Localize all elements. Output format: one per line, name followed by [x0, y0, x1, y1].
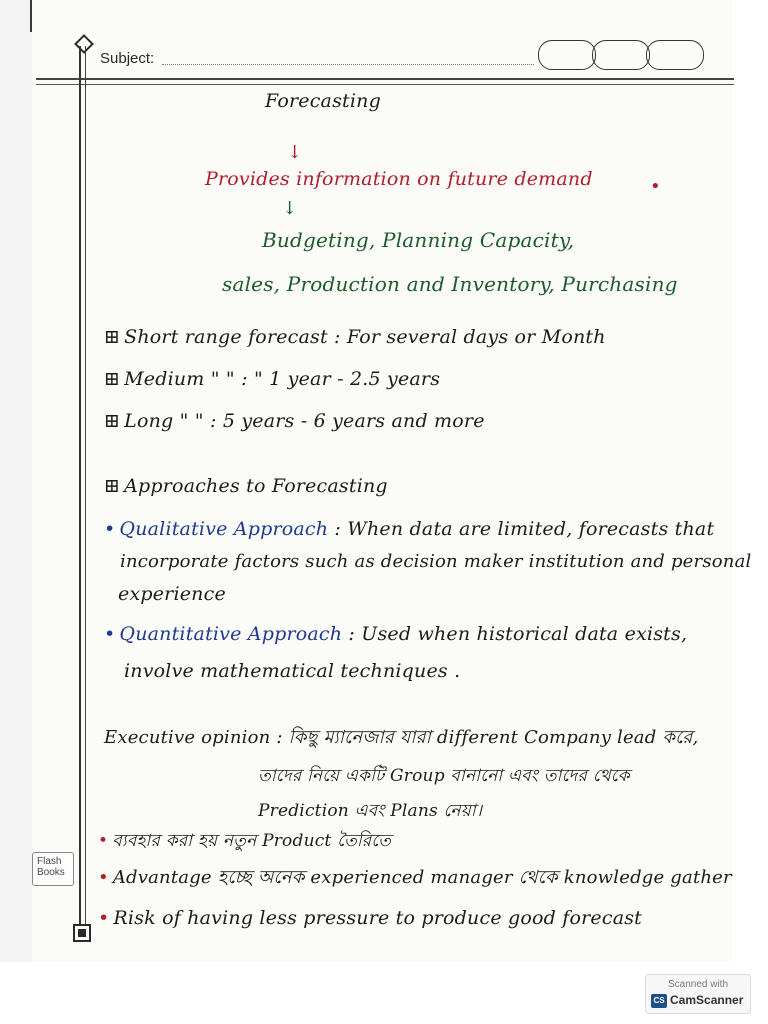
watermark-brand: CamScanner [670, 993, 744, 1007]
bullet-icon: • [104, 623, 116, 645]
date-box-year [646, 40, 704, 70]
list-item-text: ব্যবহার করা হয় নতুন Product তৈরিতে [112, 831, 392, 851]
qualitative-line-3: experience [118, 583, 226, 605]
box-bullet-icon: ⊞ [104, 368, 121, 390]
page-edge [0, 0, 32, 962]
qualitative-text-1: : When data are limited, forecasts that [328, 518, 715, 540]
list-item [98, 828, 391, 856]
date-boxes [538, 40, 700, 70]
camscanner-watermark [645, 974, 751, 1014]
list-item [98, 907, 642, 929]
camscanner-logo-icon: CS [651, 994, 667, 1008]
watermark-caption: Scanned with [667, 979, 729, 990]
range-short-text: Short range forecast : For several days or Month [124, 326, 606, 348]
bullet-icon: • [98, 867, 109, 888]
box-bullet-icon: ⊞ [104, 410, 121, 432]
bullet-icon: • [98, 907, 110, 929]
bullet-icon: • [98, 831, 109, 851]
range-short [104, 326, 606, 348]
margin-square-icon [73, 924, 91, 942]
range-medium [104, 368, 440, 390]
uses-line-2: sales, Production and Inventory, Purchasing [222, 272, 678, 296]
date-box-month [592, 40, 650, 70]
notebook-logo: Flash Books [32, 852, 74, 886]
down-arrow-icon: ↓ [287, 142, 303, 163]
margin-line-secondary [85, 46, 86, 926]
bullet-icon: • [104, 518, 116, 540]
qualitative-line-1 [104, 518, 714, 540]
subject-label: Subject: [100, 50, 155, 67]
list-item [98, 863, 732, 894]
box-bullet-icon: ⊞ [104, 475, 121, 497]
down-arrow-icon: ↓ [282, 198, 298, 219]
page-title: Forecasting [265, 90, 381, 112]
approaches-heading [104, 475, 388, 497]
executive-line-1: Executive opinion : কিছু ম্যানেজার যারা different Company lead করে, [104, 727, 699, 748]
range-long-text: Long " " : 5 years - 6 years and more [124, 410, 485, 432]
range-medium-text: Medium " " : " 1 year - 2.5 years [124, 368, 441, 390]
uses-line-1: Budgeting, Planning Capacity, [262, 228, 575, 252]
box-bullet-icon: ⊞ [104, 326, 121, 348]
date-box-day [538, 40, 596, 70]
qualitative-label: Qualitative Approach [119, 518, 329, 540]
quantitative-label: Quantitative Approach [119, 623, 343, 645]
list-item-text: Advantage হচ্ছে অনেক experienced manager থেকে knowledge gather [112, 867, 732, 888]
ink-dot: • [650, 176, 661, 197]
header-rule-secondary [36, 84, 734, 85]
quantitative-text-1: : Used when historical data exists, [342, 623, 688, 645]
header-rule [36, 78, 734, 80]
quantitative-line-2: involve mathematical techniques . [124, 660, 461, 682]
subject-line [162, 64, 534, 65]
approaches-heading-text: Approaches to Forecasting [124, 475, 388, 497]
range-long [104, 410, 485, 432]
provides-line: Provides information on future demand [205, 168, 593, 190]
margin-line [79, 46, 81, 926]
list-item-text: Risk of having less pressure to produce good forecast [113, 907, 643, 929]
executive-line-2: তাদের নিয়ে একটি Group বানানো এবং তাদের থেকে [258, 766, 630, 786]
quantitative-line-1 [104, 623, 687, 645]
executive-line-3: Prediction এবং Plans নেয়া। [258, 801, 483, 821]
qualitative-line-2: incorporate factors such as decision maker institution and personal [120, 551, 752, 572]
